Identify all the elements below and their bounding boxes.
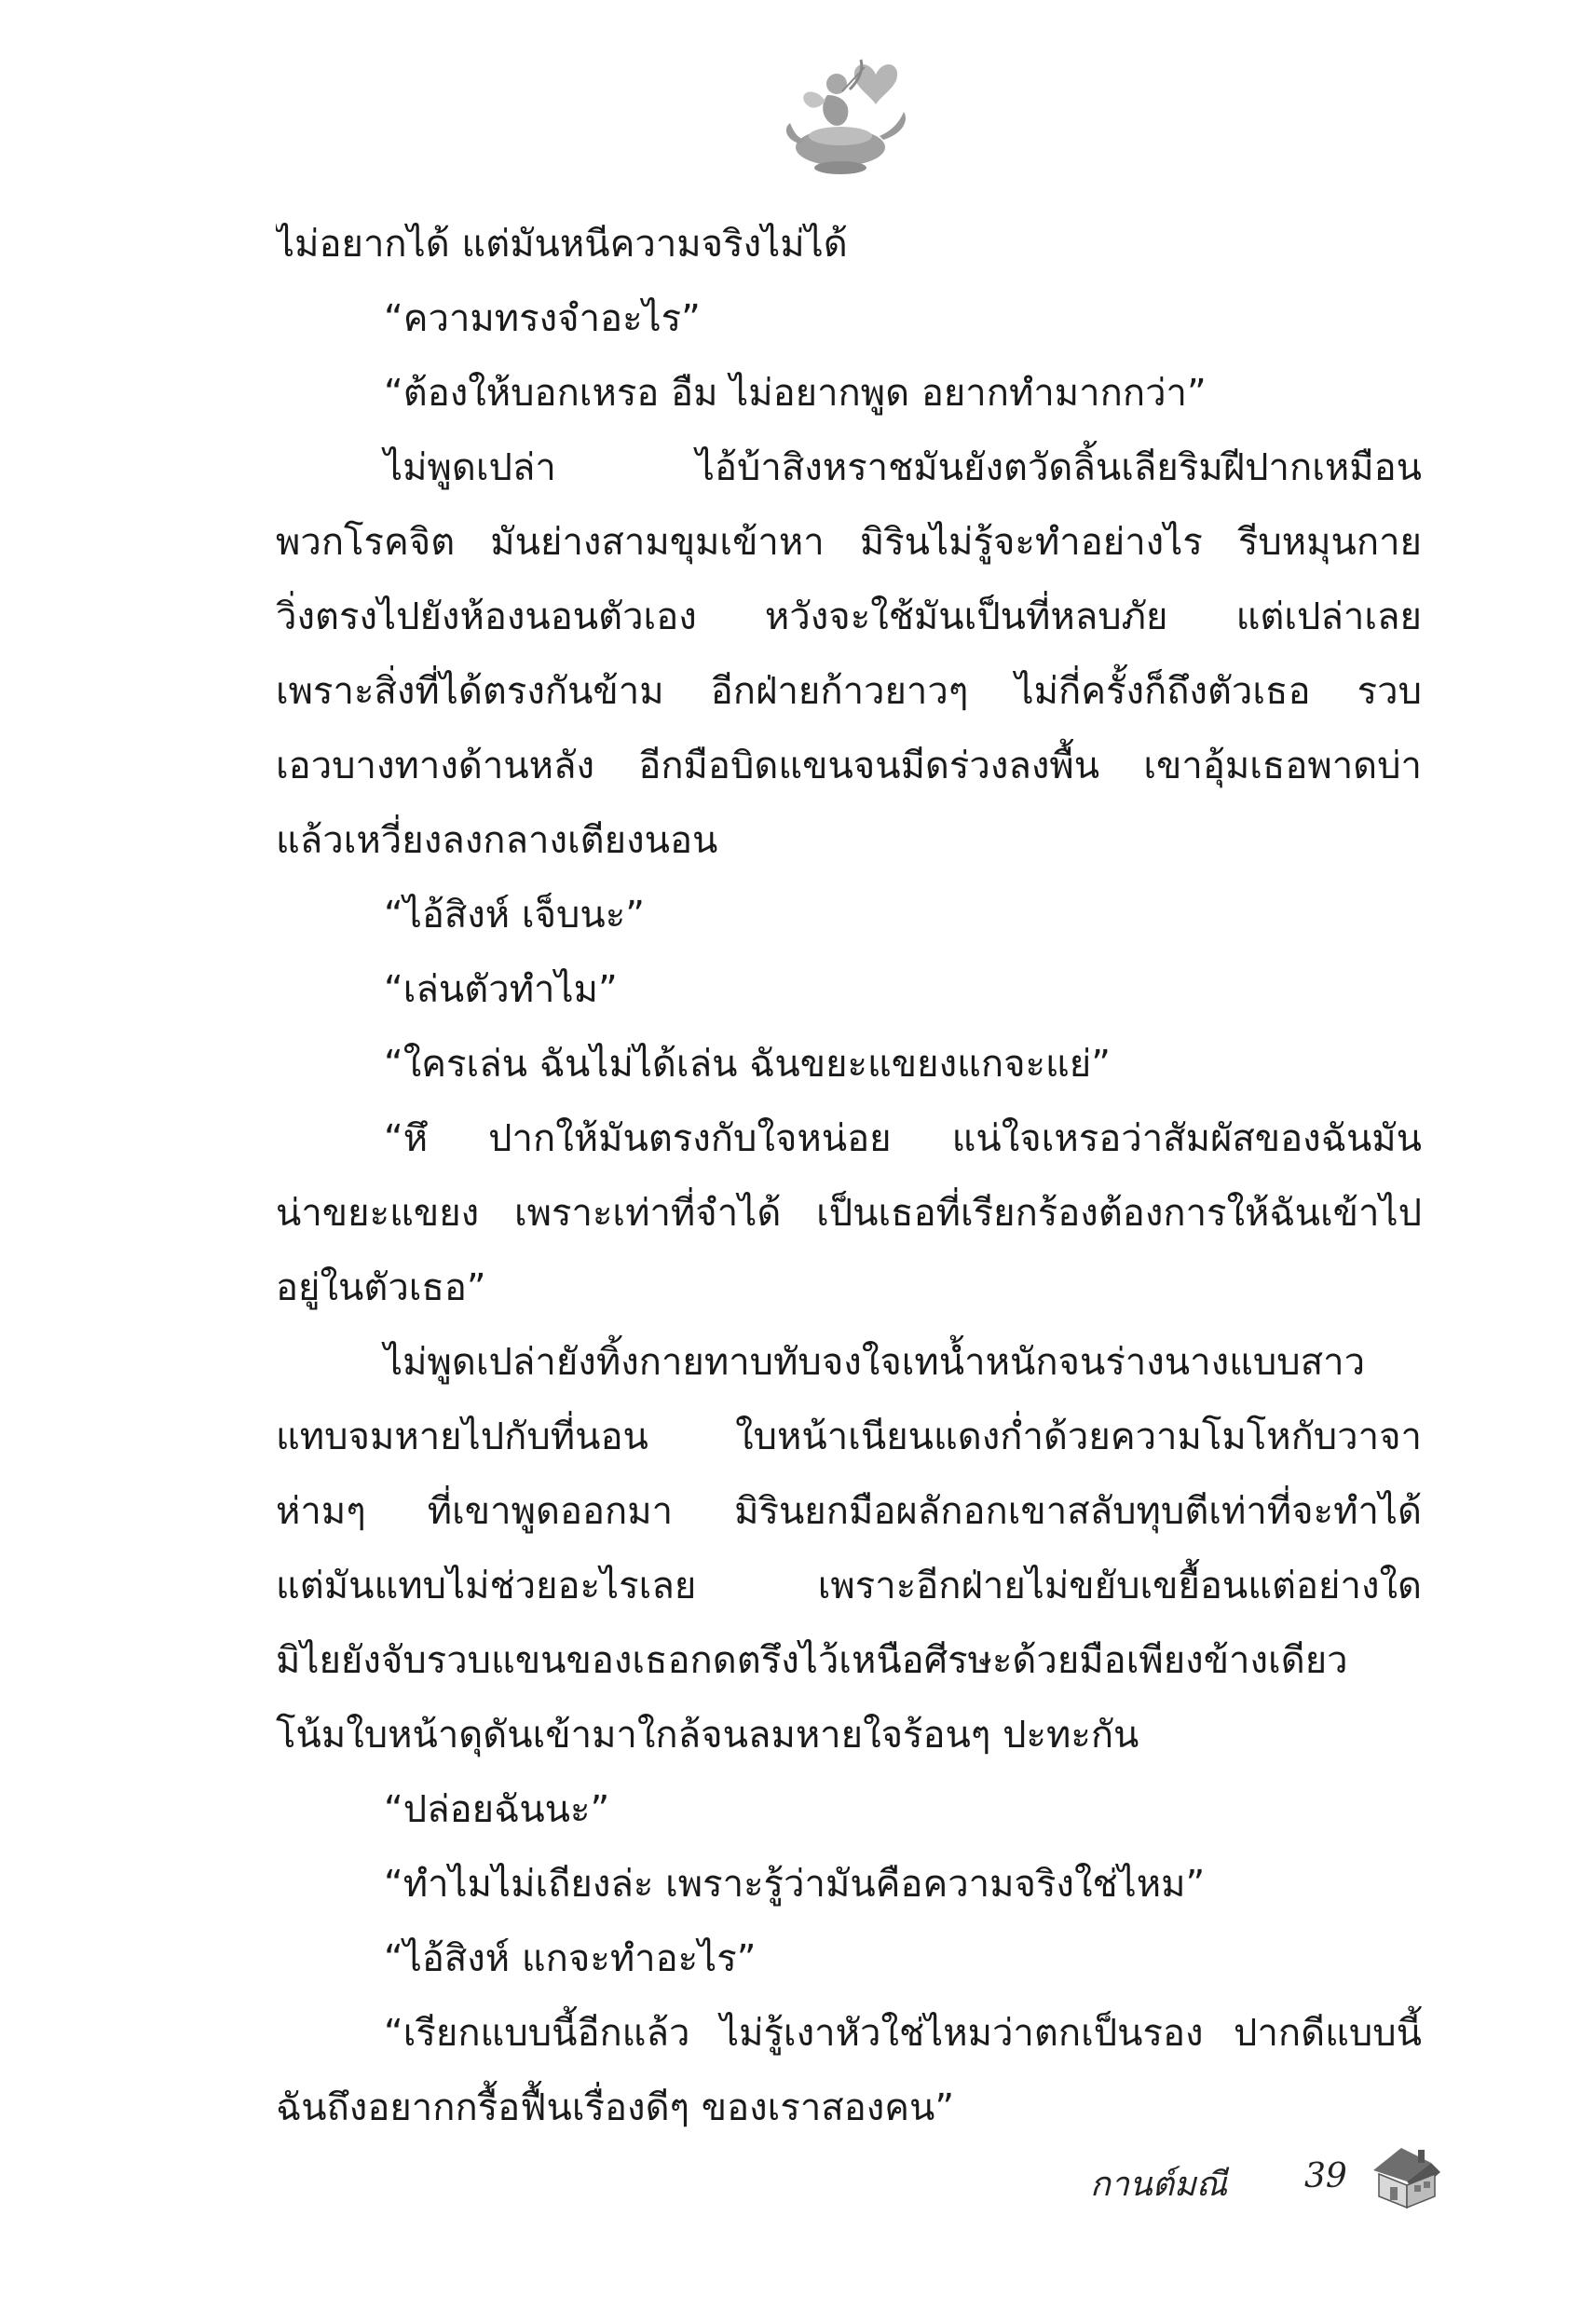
text-line: ห่ามๆ ที่เขาพูดออกมา มิรินยกมือผลักอกเขาสลับทุบตีเท่าที่จะทำได้ [276,1490,1422,1533]
page-number: 39 [1304,2157,1347,2195]
text-line: โน้มใบหน้าดุดันเข้ามาใกล้จนลมหายใจร้อนๆ ปะทะกัน [276,1714,1139,1757]
text-line: ฉันถึงอยากกรื้อฟื้นเรื่องดีๆ ของเราสองคน” [276,2086,955,2129]
text-line: “ปล่อยฉันนะ” [384,1788,610,1831]
text-line: ไม่พูดเปล่า ไอ้บ้าสิงหราชมันยังตวัดลิ้นเลียริมฝีปากเหมือน [384,446,1422,489]
text-line: “ไอ้สิงห์ แกจะทำอะไร” [384,1937,757,1980]
book-title: กานต์มณี [1090,2166,1228,2204]
text-line: ไม่พูดเปล่ายังทิ้งกายทาบทับจงใจเทน้ำหนักจนร่างนางแบบสาว [384,1341,1366,1384]
page-footer [1090,2139,1444,2232]
body-text [276,207,1422,2145]
text-line: พวกโรคจิต มันย่างสามขุมเข้าหา มิรินไม่รู้จะทำอย่างไร รีบหมุนกาย [276,521,1422,564]
text-line: เอวบางทางด้านหลัง อีกมือบิดแขนจนมีดร่วงลงพื้น เขาอุ้มเธอพาดบ่า [276,745,1422,787]
text-line: “เล่นตัวทำไม” [384,968,618,1011]
text-line: “เรียกแบบนี้อีกแล้ว ไม่รู้เงาหัวใช่ไหมว่าตกเป็นรอง ปากดีแบบนี้ [384,2012,1422,2055]
text-line: เพราะสิ่งที่ได้ตรงกันข้าม อีกฝ่ายก้าวยาวๆ ไม่กี่ครั้งก็ถึงตัวเธอ รวบ [276,670,1422,713]
text-line: น่าขยะแขยง เพราะเท่าที่จำได้ เป็นเธอที่เรียกร้องต้องการให้ฉันเข้าไป [276,1192,1422,1235]
text-line: “ไอ้สิงห์ เจ็บนะ” [384,894,645,937]
text-line: อยู่ในตัวเธอ” [276,1266,486,1309]
text-line: แทบจมหายไปกับที่นอน ใบหน้าเนียนแดงก่ำด้วยความโมโหกับวาจา [276,1415,1422,1458]
text-line: “ทำไมไม่เถียงล่ะ เพราะรู้ว่ามันคือความจริงใช่ไหม” [384,1863,1206,1906]
text-line: วิ่งตรงไปยังห้องนอนตัวเอง หวังจะใช้มันเป็นที่หลบภัย แต่เปล่าเลย [276,595,1422,638]
text-line: มิไยยังจับรวบแขนของเธอกดตรึงไว้เหนือศีรษะด้วยมือเพียงข้างเดียว [276,1639,1348,1682]
text-line: “หึ ปากให้มันตรงกับใจหน่อย แน่ใจเหรอว่าสัมผัสของฉันมัน [384,1117,1422,1160]
text-line: “ความทรงจำอะไร” [384,297,701,340]
cupid-teapot-icon [764,47,922,186]
house-icon [1370,2139,1444,2213]
text-line: “ใครเล่น ฉันไม่ได้เล่น ฉันขยะแขยงแกจะแย่” [384,1043,1111,1086]
text-line: แล้วเหวี่ยงลงกลางเตียงนอน [276,819,718,862]
text-line: แต่มันแทบไม่ช่วยอะไรเลย เพราะอีกฝ่ายไม่ขยับเขยื้อนแต่อย่างใด [276,1565,1422,1607]
text-line: ไม่อยากได้ แต่มันหนีความจริงไม่ได้ [276,223,848,266]
text-line: “ต้องให้บอกเหรอ อืม ไม่อยากพูด อยากทำมากกว่า” [384,372,1207,415]
